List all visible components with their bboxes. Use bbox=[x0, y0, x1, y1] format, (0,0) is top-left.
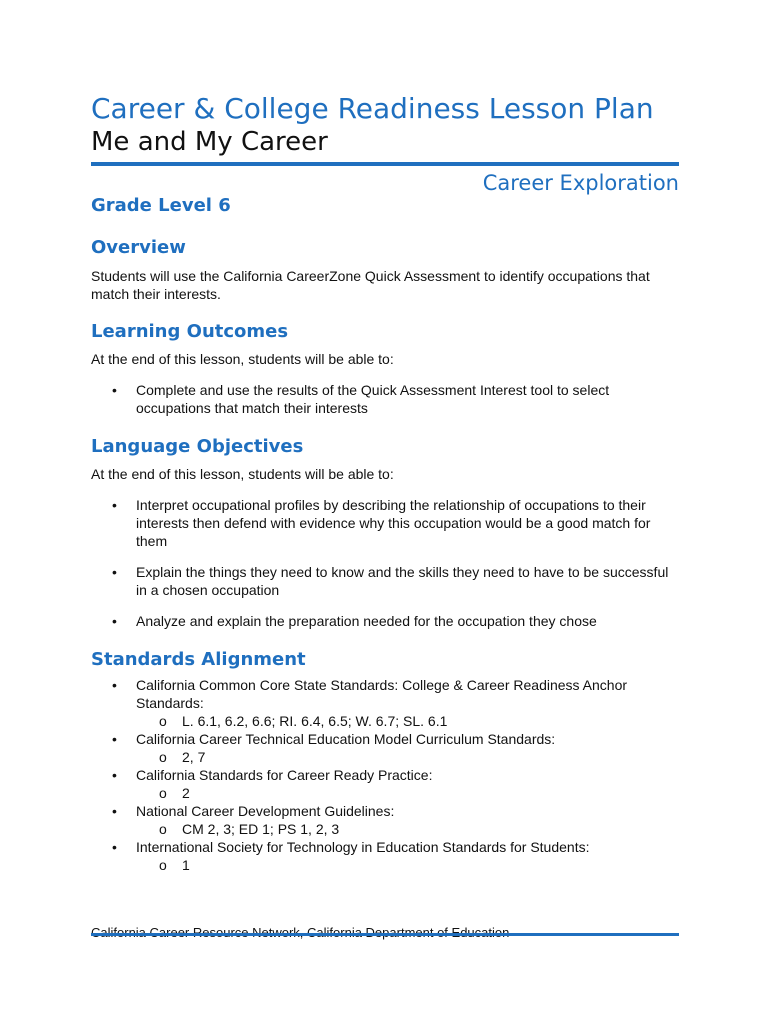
language-objectives-intro: At the end of this lesson, students will be able to: bbox=[91, 466, 394, 482]
standard-sublist bbox=[136, 820, 679, 838]
language-objectives-section bbox=[91, 435, 679, 630]
standard-label: California Common Core State Standards: College & Career Readiness Anchor Standards: bbox=[136, 677, 628, 711]
standard-sublist bbox=[136, 748, 679, 766]
standard-item bbox=[91, 766, 679, 802]
standard-item bbox=[91, 730, 679, 766]
standards-list bbox=[91, 676, 679, 874]
list-item: • Explain the things they need to know and the skills they need to have to be successful in a chosen occupation bbox=[91, 563, 679, 599]
overview-text: Students will use the California CareerZone Quick Assessment to identify occupations that match their interests. bbox=[91, 268, 650, 302]
header-rule bbox=[91, 162, 679, 166]
footer-rule bbox=[91, 933, 679, 936]
standard-subitem: o 2, 7 bbox=[136, 748, 679, 766]
language-objectives-heading: Language Objectives bbox=[91, 436, 304, 457]
standard-sublist bbox=[136, 856, 679, 874]
list-item: • Analyze and explain the preparation needed for the occupation they chose bbox=[91, 612, 679, 630]
standards-section bbox=[91, 648, 679, 874]
overview-heading: Overview bbox=[91, 237, 186, 258]
lesson-title: Me and My Career bbox=[91, 127, 328, 157]
learning-outcomes-section bbox=[91, 320, 679, 417]
standard-label: California Standards for Career Ready Practice: bbox=[136, 767, 433, 783]
standard-item bbox=[91, 676, 679, 730]
list-item: • Complete and use the results of the Quick Assessment Interest tool to select occupations that match their interests bbox=[91, 381, 679, 417]
standard-subitem: o L. 6.1, 6.2, 6.6; RI. 6.4, 6.5; W. 6.7; SL. 6.1 bbox=[136, 712, 679, 730]
standard-label: California Career Technical Education Model Curriculum Standards: bbox=[136, 731, 556, 747]
standard-subitem: o 1 bbox=[136, 856, 679, 874]
learning-outcomes-intro: At the end of this lesson, students will be able to: bbox=[91, 351, 394, 367]
standard-item bbox=[91, 802, 679, 838]
overview-section bbox=[91, 236, 679, 303]
learning-outcomes-heading: Learning Outcomes bbox=[91, 321, 289, 342]
standard-label: National Career Development Guidelines: bbox=[136, 803, 395, 819]
standards-heading: Standards Alignment bbox=[91, 649, 306, 670]
document-page bbox=[91, 92, 679, 874]
standard-subitem: o 2 bbox=[136, 784, 679, 802]
lesson-category: Career Exploration bbox=[482, 171, 679, 195]
document-title: Career & College Readiness Lesson Plan bbox=[91, 92, 654, 125]
list-item: • Interpret occupational profiles by describing the relationship of occupations to their interests then defend with evidence why this occupation would be a good match for them bbox=[91, 496, 679, 550]
standard-sublist bbox=[136, 784, 679, 802]
standard-item bbox=[91, 838, 679, 874]
language-objectives-list bbox=[91, 496, 679, 630]
standard-subitem: o CM 2, 3; ED 1; PS 1, 2, 3 bbox=[136, 820, 679, 838]
standard-sublist bbox=[136, 712, 679, 730]
grade-level: Grade Level 6 bbox=[91, 195, 231, 216]
learning-outcomes-list bbox=[91, 381, 679, 417]
standard-label: International Society for Technology in Education Standards for Students: bbox=[136, 839, 590, 855]
